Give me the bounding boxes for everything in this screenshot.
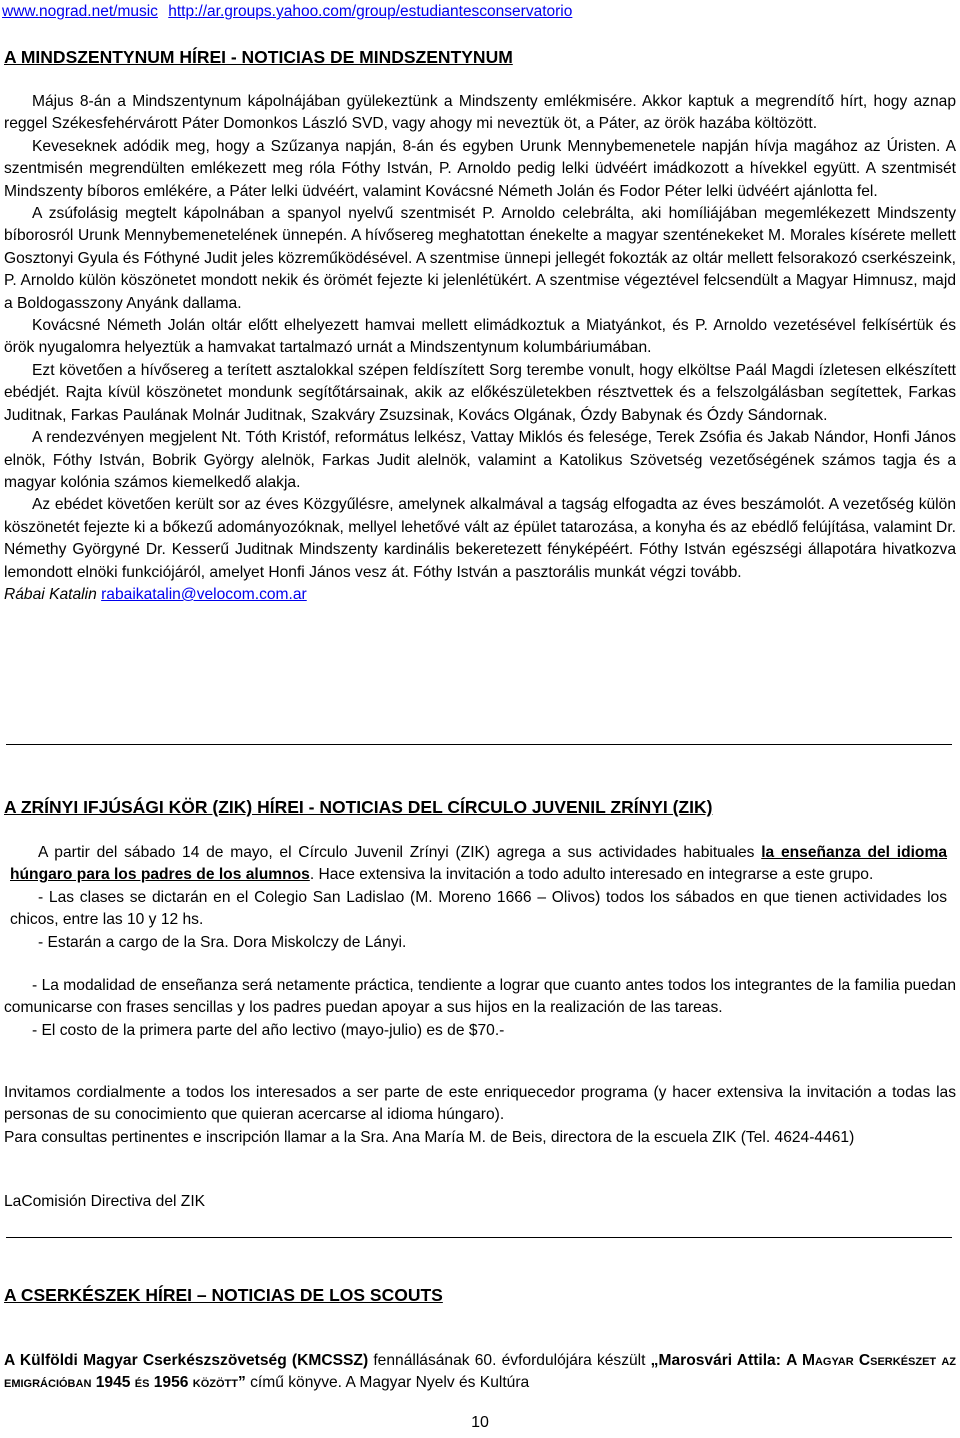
paragraph: Kovácsné Németh Jolán oltár előtt elhelyezett hamvai mellett elimádkoztuk a Miatyánkot, és P. Arnoldo vezetésével felkísértük és örök nyugalomra helyeztük a hamvakat tartalmazó urnát a Mindszentynum kolumbáriumában. xyxy=(4,317,956,357)
list-item: - Las clases se dictarán en el Colegio San Ladislao (M. Moreno 1666 – Olivos) todos los sábados en que tienen actividades los chicos, entre las 10 y 12 hs. xyxy=(10,888,947,929)
paragraph-end: . Hace extensiva la invitación a todo adulto interesado en integrarse a este grupo. xyxy=(309,866,874,884)
paragraph xyxy=(4,1350,956,1395)
text-segment: című könyve. A Magyar Nyelv és Kultúra xyxy=(245,1374,530,1392)
author-name: Rábai Katalin xyxy=(4,585,97,603)
paragraph: Az ebédet követően került sor az éves Közgyűlésre, amelynek alkalmával a tagság elfogadta az éves beszámolót. A vezetőség külön köszönetét fejezte ki a bőkezű adományozóknak, mellyel lehetővé vált az épület tatarozása, a konyha és az ebédlő felújítása, valamint Dr. Némethy Györgyné Dr. Kesserű Juditnak Mindszenty kardinális bekeretezett fényképéért. Fóthy István egészségi állapotára hivatkozva lemondott elnöki funkciójáról, amelyet Honfi János vesz át. Fóthy István a pasztorális munkát végzi tovább. xyxy=(4,496,956,581)
list-item: - La modalidad de enseñanza será netamente práctica, tendiente a lograr que cuanto antes todos los integrantes de la familia puedan comunicarse con frases sencillas y los padres puedan apoyar a sus hijos en la realización de las tareas. xyxy=(4,977,956,1017)
paragraph: Para consultas pertinentes e inscripción llamar a la Sra. Ana María M. de Beis, directora de la escuela ZIK (Tel. 4624-4461) xyxy=(4,1128,855,1146)
text-segment: fennállásának 60. évfordulójára készült xyxy=(368,1352,651,1369)
section-title-mindszentynum: A MINDSZENTYNUM HÍREI - NOTICIAS DE MINDSZENTYNUM xyxy=(4,47,513,67)
paragraph: Keveseknek adódik meg, hogy a Szűzanya napján, 8-án és egyben Urunk Mennybemenetele napján hívja magához az Úristen. A szentmisén megrendülten emlékezett meg róla Fóthy István, P. Arnoldo pedig lelki üdvéért imádkozott a hívekkel együtt. A szentmisét Mindszenty bíboros emlékére, a Páter lelki üdvéért, valamint Kovácsné Németh Jolán és Fodor Péter lelki üdvéért ajánlotta fel. xyxy=(4,137,956,200)
section-title-zik: A ZRÍNYI IFJÚSÁGI KÖR (ZIK) HÍREI - NOTICIAS DEL CÍRCULO JUVENIL ZRÍNYI (ZIK) xyxy=(4,797,713,817)
signature xyxy=(4,584,956,606)
book-title: A Magyar Cserkészet az emigrációban 1945 és 1956 között” xyxy=(4,1352,956,1392)
organization-name: A Külföldi Magyar Cserkészszövetség (KMCSSZ) xyxy=(4,1352,369,1369)
section-scouts-body xyxy=(4,1350,956,1395)
music-link[interactable]: www.nograd.net/music xyxy=(2,3,158,20)
paragraph-start: A partir del sábado 14 de mayo, el Círculo Juvenil Zrínyi (ZIK) agrega a sus actividades habituales xyxy=(38,844,762,861)
highlighted-phrase: la enseñanza del idioma húngaro para los padres de los alumnos xyxy=(10,844,947,884)
list-item: - Estarán a cargo de la Sra. Dora Miskolczy de Lányi. xyxy=(38,933,407,951)
author-email-link[interactable]: rabaikatalin@velocom.com.ar xyxy=(101,585,307,603)
signature: LaComisión Directiva del ZIK xyxy=(4,1193,206,1210)
section-divider xyxy=(6,744,952,745)
section-title-scouts: A CSERKÉSZEK HÍREI – NOTICIAS DE LOS SCOUTS xyxy=(4,1285,443,1305)
section-zik-signature xyxy=(4,1191,956,1213)
paragraph: A rendezvényen megjelent Nt. Tóth Kristóf, református lelkész, Vattay Miklós és felesége, Terek Zsófia és Jakab Nándor, Honfi János elnök, Fóthy István, Bobrik György alelnök, Farkas Judit alelnök, valamint a Katolikus Szövetség vezetőségének számos tagja és a magyar kolónia számos kiemelkedő alakja. xyxy=(4,429,956,491)
section-mindszentynum-body xyxy=(4,91,956,606)
paragraph: Május 8-án a Mindszentynum kápolnájában gyülekeztünk a Mindszenty emlékmisére. Akkor kaptuk a megrendítő hírt, hogy aznap reggel Székesfehérvárott Páter Domonkos László SVD, vagy ahogy mi neveztük öt, a Páter, az örök hazába költözött. xyxy=(4,93,956,133)
section-divider xyxy=(6,1237,952,1238)
paragraph xyxy=(10,842,947,887)
list-item: - El costo de la primera parte del año lectivo (mayo-julio) es de $70.- xyxy=(32,1021,505,1039)
book-author: „Marosvári Attila: xyxy=(650,1352,781,1369)
paragraph: A zsúfolásig megtelt kápolnában a spanyol nyelvű szentmisét P. Arnoldo celebrálta, aki homíliájában megemlékezett Mindszenty bíborosról Urunk Mennybemenetelének ünnepén. A hívősereg meghatottan énekelte a magyar szenténekeket M. Morales kísérete mellett Gosztonyi Gyula és Fóthyné Judit jeles közreműködésével. A szentmise ünnepi jellegét fokozták az oltár mellett felsorakozó cserkészeink, P. Arnoldo külön köszönetet mondott nekik és örömét fejezte ki jelenlétükért. A szentmise végeztével felcsendült a Magyar Himnusz, majd a Boldogasszony Anyánk dallama. xyxy=(4,205,956,312)
section-zik-list xyxy=(4,975,956,1042)
paragraph: Invitamos cordialmente a todos los interesados a ser parte de este enriquecedor programa (y hacer extensiva la invitación a todas las personas de su conocimiento que quieran acercarse al idioma húngaro). xyxy=(4,1084,956,1124)
header-links xyxy=(2,2,578,22)
section-zik-intro xyxy=(10,842,947,954)
yahoo-group-link[interactable]: http://ar.groups.yahoo.com/group/estudiantesconservatorio xyxy=(168,3,573,20)
page-number: 10 xyxy=(471,1414,489,1431)
section-zik-invitation xyxy=(4,1082,956,1149)
paragraph: Ezt követően a hívősereg a terített asztalokkal szépen feldíszített Sorg terembe vonult, hogy elköltse Paál Magdi ízletesen elkészített ebédjét. Rajta kívül köszönetet mondunk segítőtársainak, akik az előkészületekben résztvettek és a felszolgálásban segítettek, Farkas Juditnak, Farkas Paulának Molnár Juditnak, Szakváry Zsuzsinak, Kovács Olgának, Ózdy Babynak és Ózdy Sándornak. xyxy=(4,361,956,424)
